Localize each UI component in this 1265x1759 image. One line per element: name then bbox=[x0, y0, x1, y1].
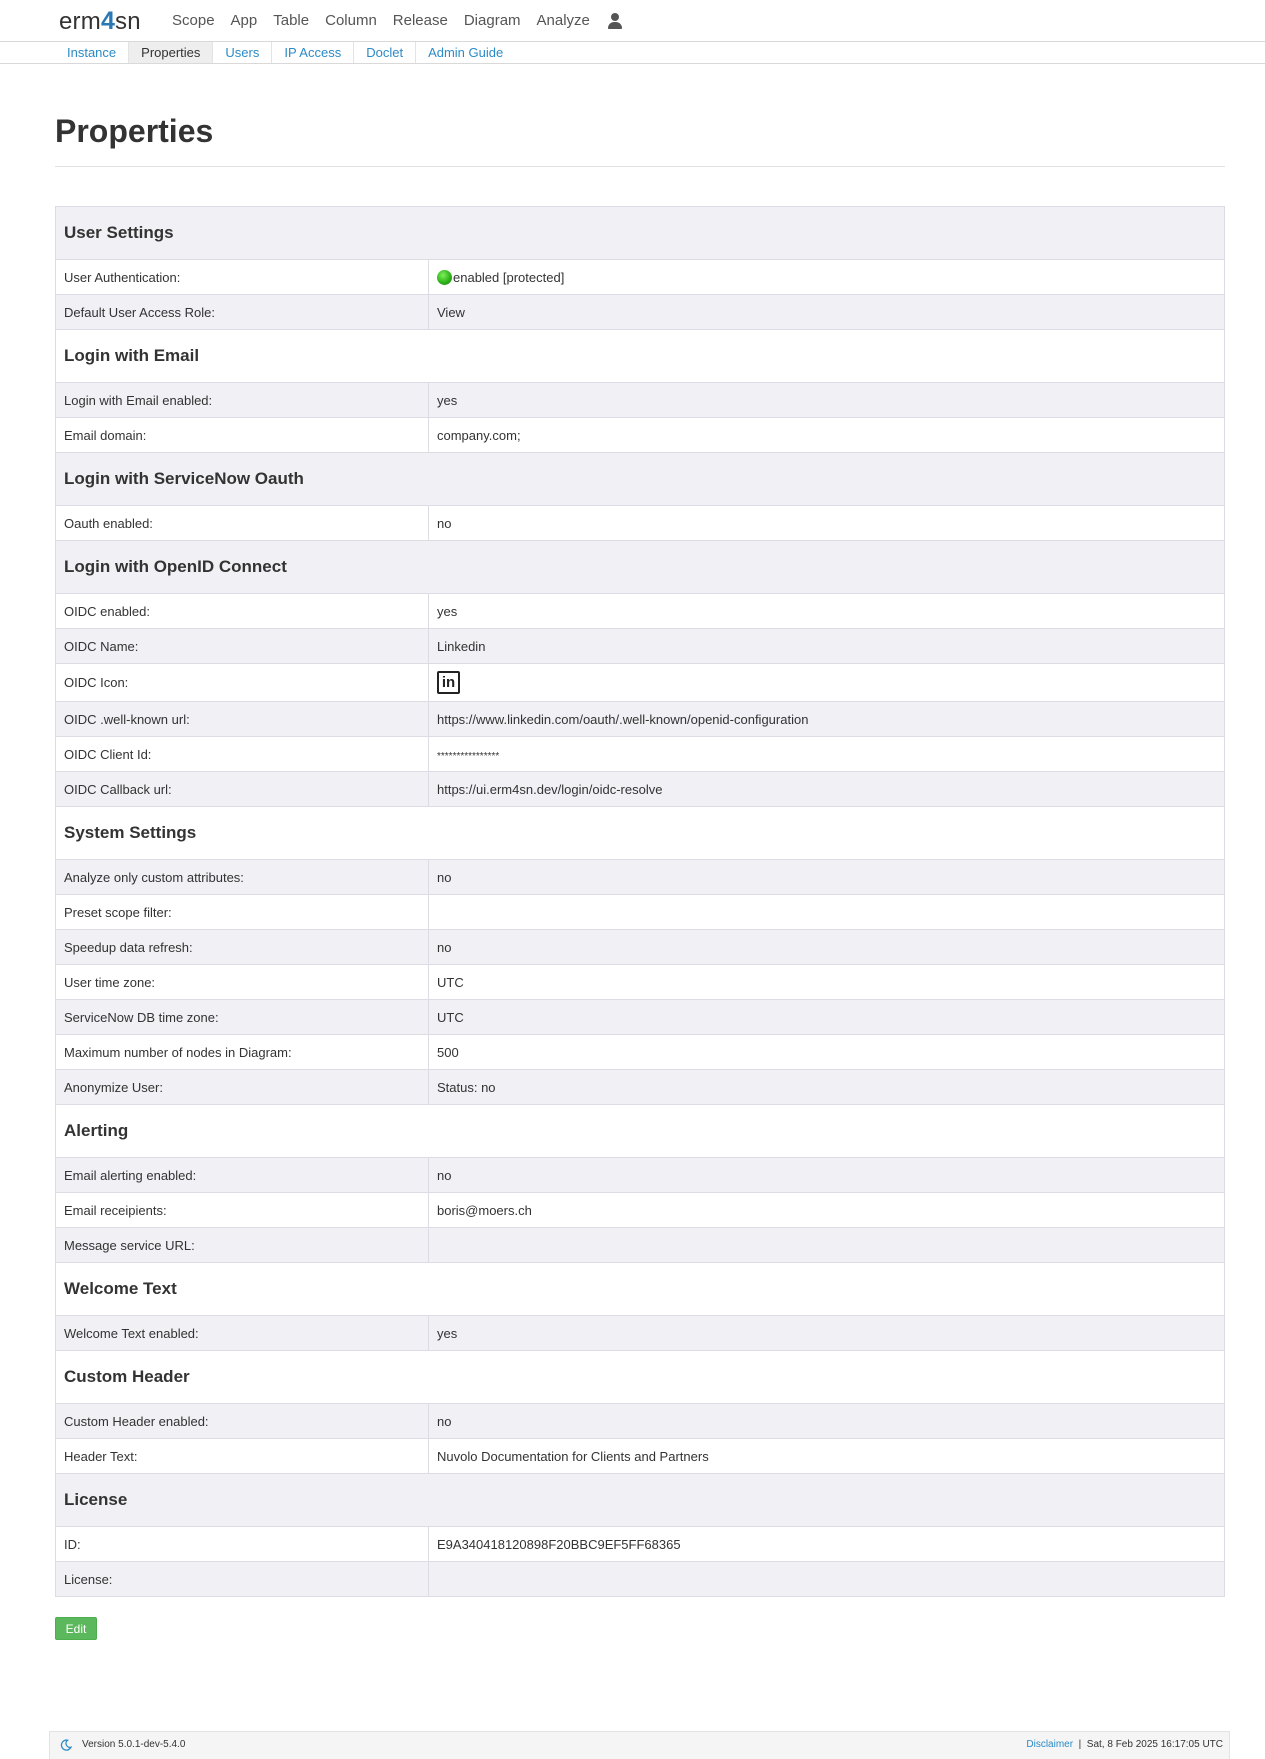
property-value bbox=[429, 1562, 1225, 1597]
property-row bbox=[56, 1527, 1225, 1562]
property-value: Status: no bbox=[429, 1070, 1225, 1105]
property-value: yes bbox=[429, 594, 1225, 629]
property-value: E9A340418120898F20BBC9EF5FF68365 bbox=[429, 1527, 1225, 1562]
property-value: View bbox=[429, 295, 1225, 330]
property-row bbox=[56, 772, 1225, 807]
property-label: License: bbox=[56, 1562, 429, 1597]
section-title: System Settings bbox=[56, 807, 1225, 860]
property-row bbox=[56, 1000, 1225, 1035]
property-row bbox=[56, 506, 1225, 541]
tab-ip-access[interactable]: IP Access bbox=[272, 42, 354, 63]
property-row bbox=[56, 1070, 1225, 1105]
property-label: Anonymize User: bbox=[56, 1070, 429, 1105]
top-navbar bbox=[0, 0, 1265, 42]
property-row bbox=[56, 629, 1225, 664]
property-label: User Authentication: bbox=[56, 260, 429, 295]
menu-scope[interactable]: Scope bbox=[172, 12, 215, 29]
footer bbox=[49, 1731, 1230, 1759]
section-title: Login with Email bbox=[56, 330, 1225, 383]
properties-table bbox=[55, 206, 1225, 1597]
property-value: no bbox=[429, 930, 1225, 965]
property-row bbox=[56, 965, 1225, 1000]
property-label: OIDC .well-known url: bbox=[56, 702, 429, 737]
property-row bbox=[56, 1316, 1225, 1351]
property-value bbox=[429, 664, 1225, 702]
property-label: ID: bbox=[56, 1527, 429, 1562]
property-label: Email receipients: bbox=[56, 1193, 429, 1228]
property-row bbox=[56, 930, 1225, 965]
section-title: Alerting bbox=[56, 1105, 1225, 1158]
property-value: UTC bbox=[429, 965, 1225, 1000]
property-value: https://ui.erm4sn.dev/login/oidc-resolve bbox=[429, 772, 1225, 807]
property-value bbox=[429, 260, 1225, 295]
property-label: Maximum number of nodes in Diagram: bbox=[56, 1035, 429, 1070]
property-label: OIDC enabled: bbox=[56, 594, 429, 629]
property-value bbox=[429, 737, 1225, 772]
status-text: enabled [protected] bbox=[453, 269, 565, 285]
property-label: OIDC Icon: bbox=[56, 664, 429, 702]
property-row bbox=[56, 1193, 1225, 1228]
menu-diagram[interactable]: Diagram bbox=[463, 12, 521, 29]
version-text: Version 5.0.1-dev-5.4.0 bbox=[82, 1739, 186, 1750]
property-row bbox=[56, 702, 1225, 737]
menu-app[interactable]: App bbox=[230, 12, 258, 29]
section-header bbox=[56, 1105, 1225, 1158]
menu-table[interactable]: Table bbox=[273, 12, 310, 29]
property-row bbox=[56, 383, 1225, 418]
property-value: no bbox=[429, 506, 1225, 541]
sub-navbar bbox=[0, 42, 1265, 64]
property-label: Oauth enabled: bbox=[56, 506, 429, 541]
brand-logo[interactable] bbox=[59, 6, 141, 37]
property-value bbox=[429, 895, 1225, 930]
property-value: boris@moers.ch bbox=[429, 1193, 1225, 1228]
menu-analyze[interactable]: Analyze bbox=[536, 12, 590, 29]
tab-admin-guide[interactable]: Admin Guide bbox=[428, 45, 504, 60]
property-value: UTC bbox=[429, 1000, 1225, 1035]
property-row bbox=[56, 1158, 1225, 1193]
menu-release[interactable]: Release bbox=[392, 12, 448, 29]
footer-separator: | bbox=[1078, 1739, 1082, 1750]
page-title: Properties bbox=[55, 113, 214, 149]
moon-icon[interactable] bbox=[60, 1739, 72, 1751]
section-header bbox=[56, 453, 1225, 506]
masked-value: **************** bbox=[437, 750, 500, 762]
section-title: Login with OpenID Connect bbox=[56, 541, 1225, 594]
property-row bbox=[56, 895, 1225, 930]
property-label: User time zone: bbox=[56, 965, 429, 1000]
section-header bbox=[56, 330, 1225, 383]
section-title: User Settings bbox=[56, 207, 1225, 260]
property-row bbox=[56, 1035, 1225, 1070]
property-row bbox=[56, 594, 1225, 629]
section-header bbox=[56, 1263, 1225, 1316]
property-value: https://www.linkedin.com/oauth/.well-known/openid-configuration bbox=[429, 702, 1225, 737]
property-label: OIDC Callback url: bbox=[56, 772, 429, 807]
tab-properties[interactable]: Properties bbox=[129, 42, 213, 63]
status-enabled-icon bbox=[437, 270, 452, 285]
section-title: Custom Header bbox=[56, 1351, 1225, 1404]
title-divider bbox=[55, 166, 1225, 167]
tab-users[interactable]: Users bbox=[213, 42, 272, 63]
property-value: 500 bbox=[429, 1035, 1225, 1070]
brand-prefix: erm bbox=[59, 8, 101, 35]
property-label: OIDC Client Id: bbox=[56, 737, 429, 772]
property-value: yes bbox=[429, 1316, 1225, 1351]
tab-instance[interactable]: Instance bbox=[55, 42, 129, 63]
property-value: Nuvolo Documentation for Clients and Partners bbox=[429, 1439, 1225, 1474]
footer-timestamp: Sat, 8 Feb 2025 16:17:05 UTC bbox=[1086, 1739, 1223, 1750]
property-value bbox=[429, 1228, 1225, 1263]
property-label: OIDC Name: bbox=[56, 629, 429, 664]
section-header bbox=[56, 541, 1225, 594]
property-row bbox=[56, 1562, 1225, 1597]
property-row bbox=[56, 295, 1225, 330]
brand-suffix: sn bbox=[115, 8, 141, 35]
property-label: Email alerting enabled: bbox=[56, 1158, 429, 1193]
property-row bbox=[56, 664, 1225, 702]
property-label: Header Text: bbox=[56, 1439, 429, 1474]
section-title: Welcome Text bbox=[56, 1263, 1225, 1316]
property-label: Email domain: bbox=[56, 418, 429, 453]
property-value: company.com; bbox=[429, 418, 1225, 453]
property-row bbox=[56, 737, 1225, 772]
property-label: Speedup data refresh: bbox=[56, 930, 429, 965]
property-label: Analyze only custom attributes: bbox=[56, 860, 429, 895]
property-label: ServiceNow DB time zone: bbox=[56, 1000, 429, 1035]
edit-button[interactable]: Edit bbox=[55, 1617, 97, 1640]
admin-tabs bbox=[55, 42, 515, 63]
menu-column[interactable]: Column bbox=[325, 12, 377, 29]
property-row bbox=[56, 1439, 1225, 1474]
property-value: no bbox=[429, 1404, 1225, 1439]
property-value: no bbox=[429, 1158, 1225, 1193]
property-row bbox=[56, 860, 1225, 895]
section-header bbox=[56, 1351, 1225, 1404]
brand-four: 4 bbox=[100, 7, 116, 35]
linkedin-icon: in bbox=[437, 671, 460, 694]
property-label: Preset scope filter: bbox=[56, 895, 429, 930]
property-label: Welcome Text enabled: bbox=[56, 1316, 429, 1351]
property-label: Message service URL: bbox=[56, 1228, 429, 1263]
section-header bbox=[56, 807, 1225, 860]
section-header bbox=[56, 207, 1225, 260]
section-title: Login with ServiceNow Oauth bbox=[56, 453, 1225, 506]
main-menu bbox=[164, 0, 624, 41]
property-label: Custom Header enabled: bbox=[56, 1404, 429, 1439]
property-row bbox=[56, 1228, 1225, 1263]
footer-right bbox=[1026, 1739, 1223, 1750]
property-label: Login with Email enabled: bbox=[56, 383, 429, 418]
property-value: Linkedin bbox=[429, 629, 1225, 664]
property-label: Default User Access Role: bbox=[56, 295, 429, 330]
property-row bbox=[56, 418, 1225, 453]
section-title: License bbox=[56, 1474, 1225, 1527]
user-icon[interactable] bbox=[606, 12, 624, 30]
property-row bbox=[56, 260, 1225, 295]
property-row bbox=[56, 1404, 1225, 1439]
disclaimer-link[interactable]: Disclaimer bbox=[1026, 1739, 1074, 1750]
section-header bbox=[56, 1474, 1225, 1527]
property-value: no bbox=[429, 860, 1225, 895]
tab-doclet[interactable]: Doclet bbox=[354, 42, 416, 63]
property-value: yes bbox=[429, 383, 1225, 418]
